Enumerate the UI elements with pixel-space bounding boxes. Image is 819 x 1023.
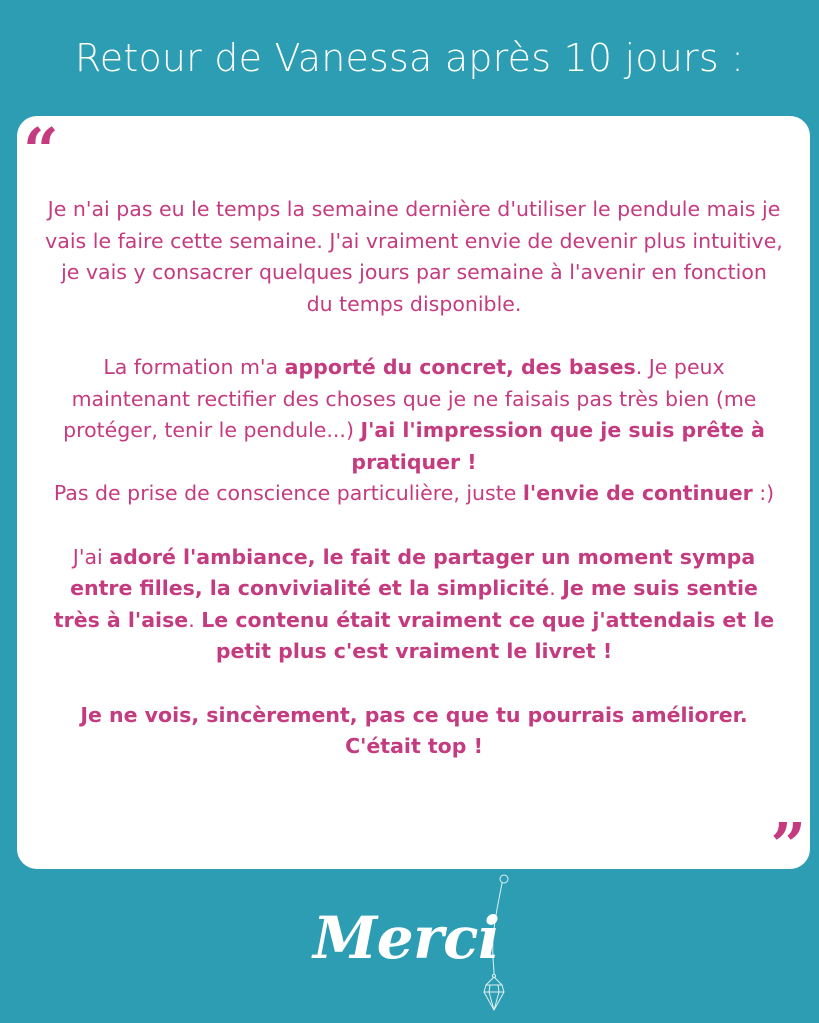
testimonial-text: [45, 194, 783, 763]
paragraph-4: [45, 542, 783, 668]
open-quote-icon: “: [23, 114, 59, 187]
paragraph-2: [45, 352, 783, 478]
paragraph-5: [45, 700, 783, 763]
text-run: :): [752, 481, 775, 506]
text-run: . Je peux maintenant rectifier des choses que je ne faisais pas très bien (me protéger, tenir le pendule...): [63, 354, 757, 443]
bold-text: J'ai l'impression que je suis prête à pratiquer !: [351, 418, 765, 474]
bold-text: Le contenu était vraiment ce que j'attendais et le petit plus c'est vraiment le livret !: [201, 607, 775, 664]
bold-text: apporté du concret, des bases: [284, 354, 636, 379]
page-title: Retour de Vanessa après 10 jours :: [74, 36, 745, 80]
text-run: J'ai: [72, 544, 110, 569]
bold-text: Je me suis sentie très à l'aise: [53, 576, 758, 632]
close-quote-icon: ”: [770, 809, 806, 882]
text-run: .: [188, 607, 202, 632]
pendulum-icon: [480, 870, 520, 1015]
paragraph-3: [45, 478, 783, 510]
bold-text: adoré l'ambiance, le fait de partager un moment sympa entre filles, la convivialité et la simplicité: [70, 544, 756, 601]
merci-signature: Merci: [313, 904, 500, 972]
text-run: .: [549, 576, 563, 601]
bold-text: Je ne vois, sincèrement, pas ce que tu pourrais améliorer. C'était top !: [80, 702, 748, 759]
testimonial-card: [17, 114, 810, 882]
text-run: La formation m'a: [103, 354, 285, 379]
paragraph-1: Je n'ai pas eu le temps la semaine dernière d'utiliser le pendule mais je vais le faire cette semaine. J'ai vraiment envie de devenir plus intuitive, je vais y consacrer quelques jours par semaine à l'avenir en fonction du temps disponible.: [45, 197, 783, 316]
bold-text: l'envie de continuer: [522, 481, 753, 506]
text-run: Pas de prise de conscience particulière, juste: [53, 481, 523, 506]
